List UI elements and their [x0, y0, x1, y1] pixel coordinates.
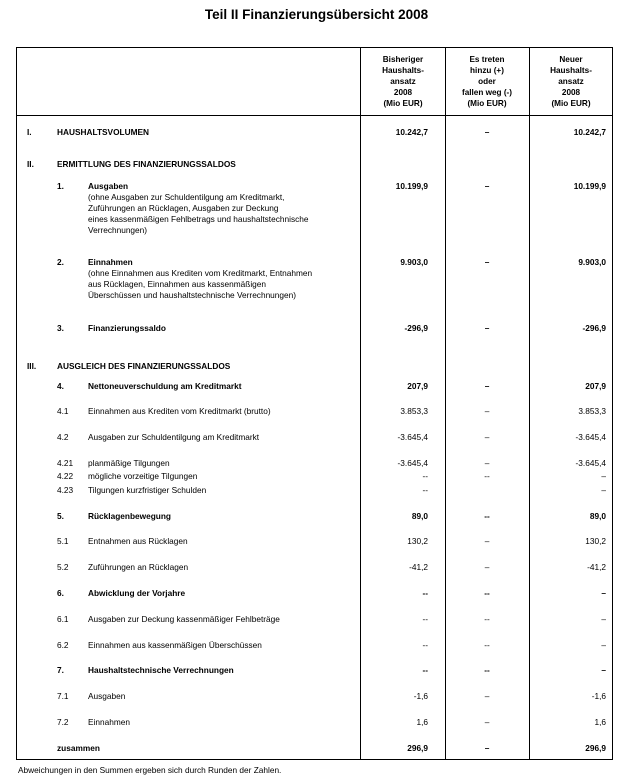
row-label: Einnahmen	[88, 257, 133, 267]
value-old-budget: -296,9	[404, 323, 428, 333]
value-new-budget: –	[601, 614, 606, 624]
value-change: –	[484, 181, 490, 191]
row-number: 5.2	[57, 562, 69, 572]
row-number: 1.	[57, 181, 64, 191]
value-change: –	[484, 536, 490, 546]
footnote: Abweichungen in den Summen ergeben sich durch Runden der Zahlen.	[18, 765, 282, 775]
row-label: Einnahmen aus kassenmäßigen Überschüssen	[88, 640, 262, 650]
value-change: –	[484, 562, 490, 572]
row-note-line: Zuführungen an Rücklagen, Ausgaben zur Deckung	[88, 203, 279, 213]
value-change: –	[484, 717, 490, 727]
value-new-budget: 10.242,7	[573, 127, 606, 137]
value-old-budget: 207,9	[407, 381, 428, 391]
row-number: 4.	[57, 381, 64, 391]
value-old-budget: 10.199,9	[395, 181, 428, 191]
row-number: 6.1	[57, 614, 69, 624]
row-number: 5.	[57, 511, 64, 521]
row-label: Einnahmen aus Krediten vom Kreditmarkt (brutto)	[88, 406, 271, 416]
row-number: 6.2	[57, 640, 69, 650]
value-change: –	[484, 432, 490, 442]
row-number: 6.	[57, 588, 64, 598]
value-old-budget: 296,9	[407, 743, 428, 753]
value-new-budget: 296,9	[585, 743, 606, 753]
value-new-budget: -1,6	[591, 691, 606, 701]
value-old-budget: 3.853,3	[400, 406, 428, 416]
column-divider	[529, 47, 530, 760]
row-label: Tilgungen kurzfristiger Schulden	[88, 485, 207, 495]
row-note-line: Überschüssen und haushaltstechnische Verrechnungen)	[88, 290, 297, 300]
value-change: --	[484, 471, 490, 481]
value-old-budget: --	[422, 614, 428, 624]
value-new-budget: –	[601, 640, 606, 650]
row-note-line: (ohne Ausgaben zur Schuldentilgung am Kreditmarkt,	[88, 192, 285, 202]
row-number: 7.2	[57, 717, 69, 727]
row-label: Rücklagenbewegung	[88, 511, 171, 521]
value-old-budget: --	[422, 485, 428, 495]
row-label: Ausgaben zur Schuldentilgung am Kreditmarkt	[88, 432, 260, 442]
row-number: III.	[27, 361, 37, 371]
value-change: –	[484, 691, 490, 701]
value-change: –	[484, 127, 490, 137]
row-number: 4.22	[57, 471, 74, 481]
value-old-budget: -1,6	[413, 691, 428, 701]
table-frame	[16, 47, 613, 760]
row-note-line: (ohne Einnahmen aus Krediten vom Kreditmarkt, Entnahmen	[88, 268, 313, 278]
value-old-budget: --	[422, 665, 428, 675]
value-new-budget: 9.903,0	[578, 257, 606, 267]
value-old-budget: 9.903,0	[400, 257, 428, 267]
value-new-budget: 10.199,9	[573, 181, 606, 191]
row-label: Nettoneuverschuldung am Kreditmarkt	[88, 381, 242, 391]
header-new-budget: Neuer Haushalts- ansatz 2008 (Mio EUR)	[550, 55, 592, 108]
value-old-budget: 130,2	[407, 536, 428, 546]
row-note-line: aus Rücklagen, Einnahmen aus kassenmäßigen	[88, 279, 267, 289]
value-change: –	[484, 406, 490, 416]
row-number: 3.	[57, 323, 64, 333]
value-old-budget: -3.645,4	[397, 432, 428, 442]
row-label: Einnahmen	[88, 717, 130, 727]
row-number: 7.	[57, 665, 64, 675]
row-number: 7.1	[57, 691, 69, 701]
row-number: 4.21	[57, 458, 74, 468]
value-change: –	[484, 743, 490, 753]
row-label: Entnahmen aus Rücklagen	[88, 536, 188, 546]
value-new-budget: -3.645,4	[575, 432, 606, 442]
value-old-budget: 1,6	[416, 717, 428, 727]
value-new-budget: 130,2	[585, 536, 606, 546]
value-new-budget: –	[601, 588, 606, 598]
page-title: Teil II Finanzierungsübersicht 2008	[204, 7, 429, 22]
row-number: I.	[27, 127, 32, 137]
value-new-budget: -41,2	[587, 562, 606, 572]
value-new-budget: -296,9	[582, 323, 606, 333]
column-divider	[445, 47, 446, 760]
value-new-budget: -3.645,4	[575, 458, 606, 468]
row-note-line: eines kassenmäßigen Fehlbetrags und haushaltstechnische	[88, 214, 309, 224]
value-change: --	[484, 588, 490, 598]
value-change: –	[484, 381, 490, 391]
row-label: mögliche vorzeitige Tilgungen	[88, 471, 198, 481]
row-number: 4.1	[57, 406, 69, 416]
header-old-budget: Bisheriger Haushalts- ansatz 2008 (Mio EUR)	[382, 55, 424, 108]
row-label: Ausgaben zur Deckung kassenmäßiger Fehlbeträge	[88, 614, 280, 624]
value-new-budget: –	[601, 665, 606, 675]
value-old-budget: -3.645,4	[397, 458, 428, 468]
column-divider	[360, 47, 361, 760]
value-change: –	[484, 323, 490, 333]
row-number: 2.	[57, 257, 64, 267]
header-divider	[16, 115, 613, 116]
row-number: 5.1	[57, 536, 69, 546]
row-note-line: Verrechnungen)	[88, 225, 148, 235]
row-label: AUSGLEICH DES FINANZIERUNGSSALDOS	[57, 361, 231, 371]
value-change: --	[484, 614, 490, 624]
value-change: --	[484, 511, 490, 521]
value-change: –	[484, 257, 490, 267]
value-new-budget: –	[601, 471, 606, 481]
row-number: II.	[27, 159, 34, 169]
row-label: Finanzierungssaldo	[88, 323, 166, 333]
value-change: –	[484, 458, 490, 468]
header-change: Es treten hinzu (+) oder fallen weg (-) (Mio EUR)	[461, 55, 513, 108]
value-old-budget: -41,2	[409, 562, 428, 572]
value-old-budget: --	[422, 471, 428, 481]
row-label: Haushaltstechnische Verrechnungen	[88, 665, 234, 675]
row-label: Ausgaben	[88, 181, 129, 191]
value-old-budget: 10.242,7	[395, 127, 428, 137]
row-label: Zuführungen an Rücklagen	[88, 562, 189, 572]
row-label: Abwicklung der Vorjahre	[88, 588, 186, 598]
value-new-budget: 207,9	[585, 381, 606, 391]
row-label: zusammen	[57, 743, 100, 753]
value-old-budget: --	[422, 588, 428, 598]
value-change: --	[484, 665, 490, 675]
row-number: 4.2	[57, 432, 69, 442]
value-old-budget: --	[422, 640, 428, 650]
value-change: --	[484, 640, 490, 650]
value-new-budget: 3.853,3	[578, 406, 606, 416]
row-label: HAUSHALTSVOLUMEN	[57, 127, 150, 137]
row-label: Ausgaben	[88, 691, 126, 701]
value-new-budget: 1,6	[594, 717, 606, 727]
value-new-budget: 89,0	[589, 511, 606, 521]
value-old-budget: 89,0	[411, 511, 428, 521]
row-number: 4.23	[57, 485, 74, 495]
value-new-budget: –	[601, 485, 606, 495]
row-label: ERMITTLUNG DES FINANZIERUNGSSALDOS	[57, 159, 236, 169]
row-label: planmäßige Tilgungen	[88, 458, 170, 468]
